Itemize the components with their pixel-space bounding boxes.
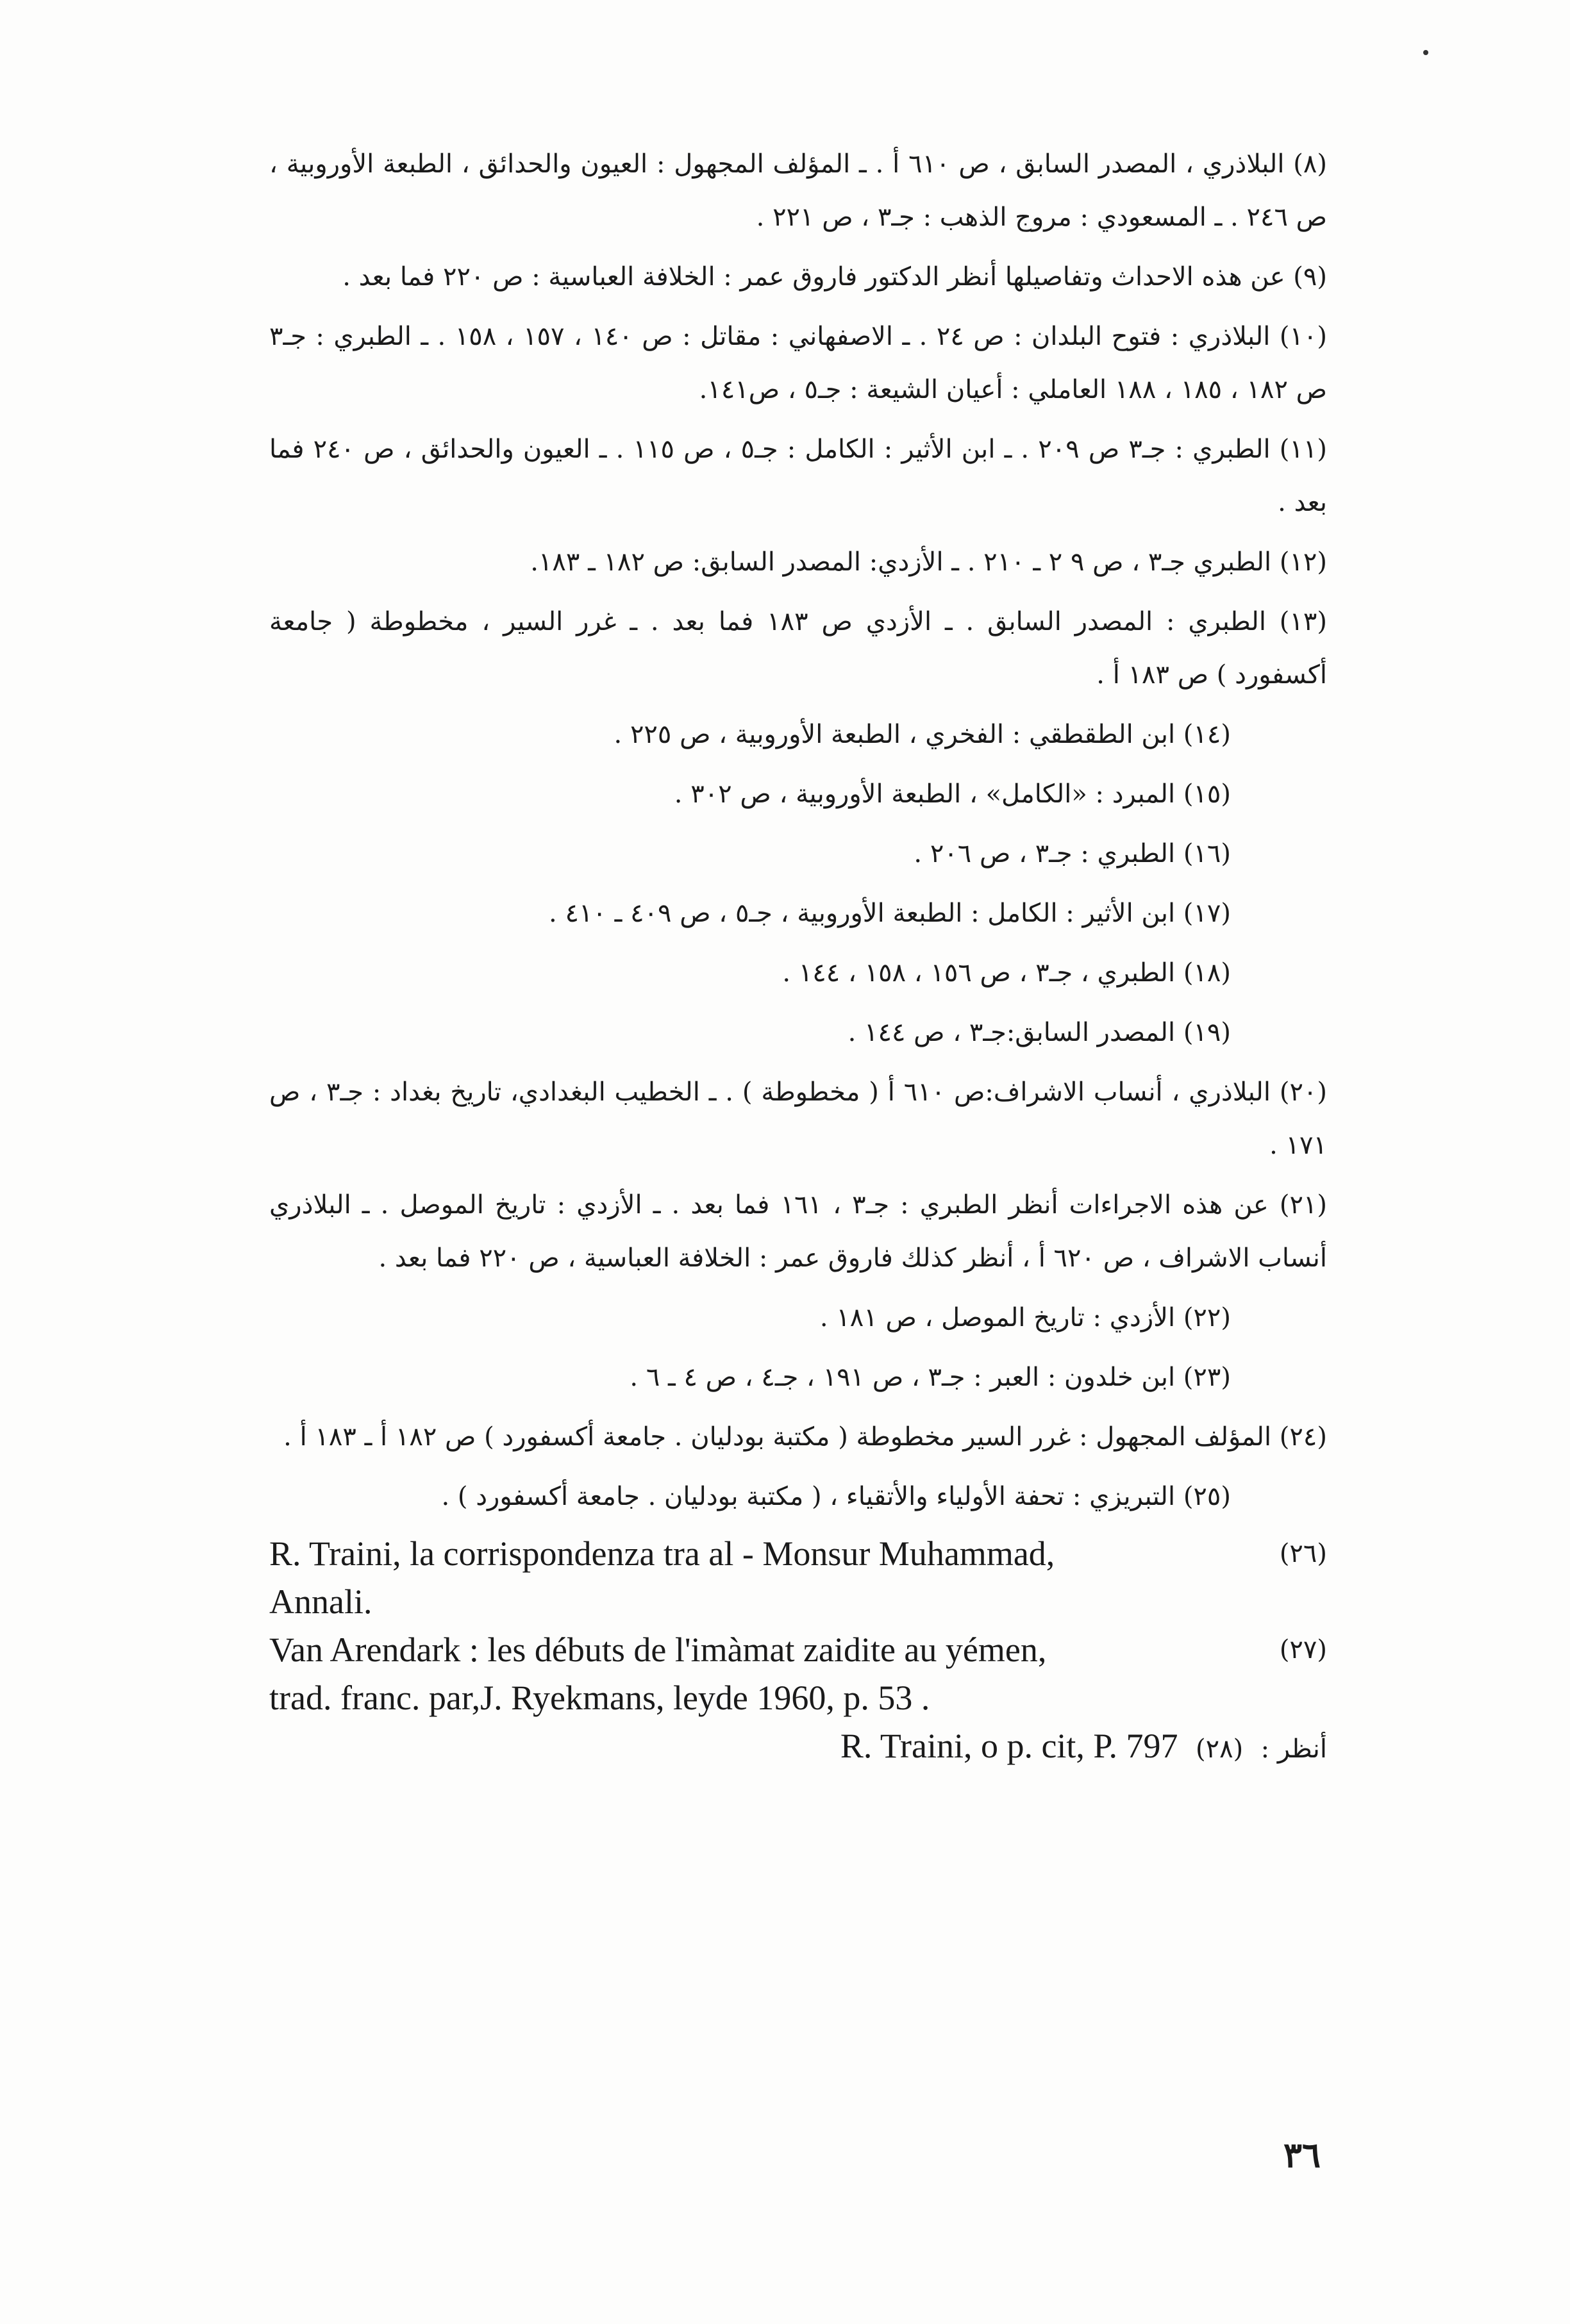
- footnote-24: (٢٤) المؤلف المجهول : غرر السير مخطوطة ( مكتبة بودليان . جامعة أكسفورد ) ص ١٨٢ أ ـ ١٨٣ أ .: [283, 1422, 1327, 1452]
- footnote-22: (٢٢) الأزدي : تاريخ الموصل ، ص ١٨١ .: [819, 1303, 1231, 1332]
- footnote-8: (٨) البلاذري ، المصدر السابق ، ص ٦١٠ أ . ـ المؤلف المجهول : العيون والحدائق ، الطبعة الأوروبية ، ص ٢٤٦ . ـ المسعودي : مروج الذهب : جـ٣ ، ص ٢٢١ .: [269, 149, 1327, 232]
- footnote-28-lead: أنظر :: [1260, 1734, 1327, 1764]
- footnote-17: (١٧) ابن الأثير : الكامل : الطبعة الأوروبية ، جـ٥ ، ص ٤٠٩ ـ ٤١٠ .: [549, 899, 1231, 928]
- footnote-28: [269, 1722, 1327, 1773]
- scan-speck: [1423, 50, 1428, 55]
- footnote-12: (١٢) الطبري جـ٣ ، ص ٩ ٢ ـ ٢١٠ . ـ الأزدي: المصدر السابق: ص ١٨٢ ـ ١٨٣.: [530, 547, 1327, 577]
- footnote-9: (٩) عن هذه الاحداث وتفاصيلها أنظر الدكتور فاروق عمر : الخلافة العباسية : ص ٢٢٠ فما بعد .: [342, 262, 1327, 292]
- footnote-27-continuation: trad. franc. par,J. Ryekmans, leyde 1960, p. 53 .: [269, 1679, 930, 1717]
- footnote-26-continuation: Annali.: [269, 1582, 372, 1621]
- footnote-28-text: R. Traini, o p. cit, P. 797: [840, 1727, 1178, 1765]
- footnote-27-text: Van Arendark : les débuts de l'imàmat zaidite au yémen,: [269, 1631, 1047, 1669]
- footnote-14: (١٤) ابن الطقطقي : الفخري ، الطبعة الأوروبية ، ص ٢٢٥ .: [614, 720, 1231, 749]
- footnote-16: (١٦) الطبري : جـ٣ ، ص ٢٠٦ .: [914, 839, 1231, 868]
- footnote-27: [269, 1626, 1327, 1674]
- footnote-26: [269, 1530, 1327, 1578]
- footnote-18: (١٨) الطبري ، جـ٣ ، ص ١٥٦ ، ١٥٨ ، ١٤٤ .: [782, 958, 1231, 988]
- footnote-10: (١٠) البلاذري : فتوح البلدان : ص ٢٤ . ـ الاصفهاني : مقاتل : ص ١٤٠ ، ١٥٧ ، ١٥٨ . ـ الطبري : جـ٣ ص ١٨٢ ، ١٨٥ ، ١٨٨ العاملي : أعيان الشيعة : جـ٥ ، ص١٤١.: [269, 322, 1328, 404]
- footnote-25: (٢٥) التبريزي : تحفة الأولياء والأتقياء ، ( مكتبة بودليان . جامعة أكسفورد ) .: [441, 1482, 1231, 1511]
- footnote-20: (٢٠) البلاذري ، أنساب الاشراف:ص ٦١٠ أ ( مخطوطة ) . ـ الخطيب البغدادي، تاريخ بغداد : جـ٣ ، ص ١٧١ .: [269, 1077, 1328, 1160]
- footnotes-list: [269, 138, 1327, 1773]
- footnote-15: (١٥) المبرد : «الكامل» ، الطبعة الأوروبية ، ص ٣٠٢ .: [674, 779, 1231, 809]
- footnote-13: (١٣) الطبري : المصدر السابق . ـ الأزدي ص ١٨٣ فما بعد . ـ غرر السير ، مخطوطة ( جامعة أكسفورد ) ص ١٨٣ أ .: [269, 607, 1327, 690]
- footnote-26-text: R. Traini, la corrispondenza tra al - Monsur Muhammad,: [269, 1534, 1055, 1573]
- footnote-27-number: (٢٧): [1279, 1635, 1327, 1664]
- footnote-11: (١١) الطبري : جـ٣ ص ٢٠٩ . ـ ابن الأثير : الكامل : جـ٥ ، ص ١١٥ . ـ العيون والحدائق ، ص ٢٤٠ فما بعد .: [269, 435, 1327, 517]
- footnote-19: (١٩) المصدر السابق:جـ٣ ، ص ١٤٤ .: [848, 1018, 1231, 1047]
- footnote-26-number: (٢٦): [1279, 1539, 1327, 1568]
- footnote-21: (٢١) عن هذه الاجراءات أنظر الطبري : جـ٣ ، ١٦١ فما بعد . ـ الأزدي : تاريخ الموصل . ـ البلاذري أنساب الاشراف ، ص ٦٢٠ أ ، أنظر كذلك فاروق عمر : الخلافة العباسية ، ص ٢٢٠ فما بعد .: [269, 1190, 1328, 1273]
- page-number: ٣٦: [1283, 2134, 1321, 2175]
- footnote-23: (٢٣) ابن خلدون : العبر : جـ٣ ، ص ١٩١ ، جـ٤ ، ص ٤ ـ ٦ .: [630, 1363, 1231, 1392]
- footnote-28-number: (٢٨): [1195, 1734, 1244, 1764]
